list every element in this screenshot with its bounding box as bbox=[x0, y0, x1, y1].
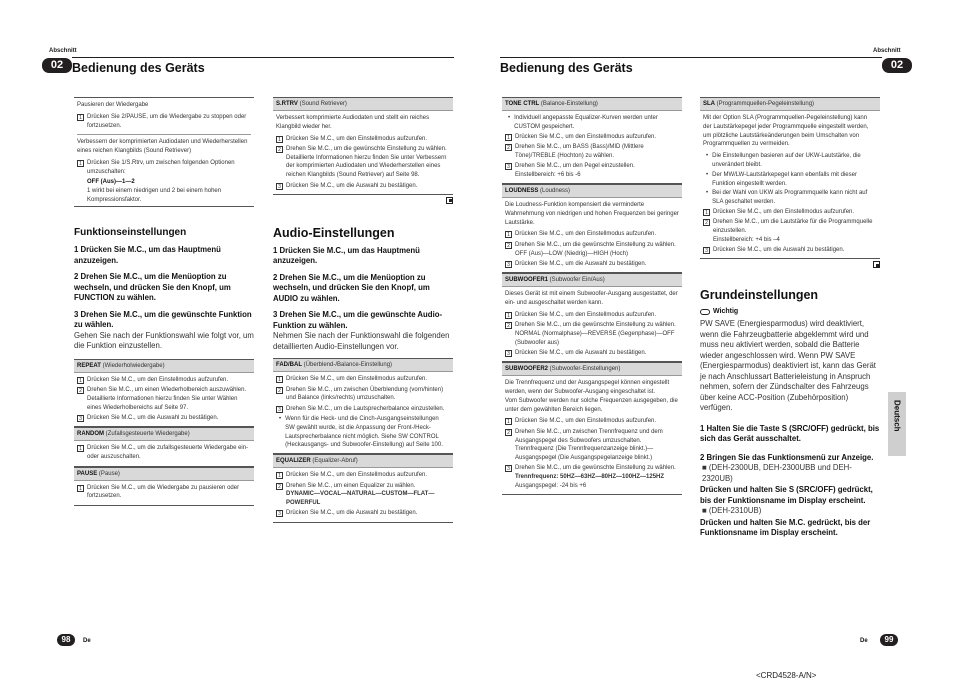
pause-header: PAUSE (Pause) bbox=[74, 468, 254, 481]
step-item: 3 Drücken Sie M.C., um die Auswahl zu bestätigen. bbox=[276, 182, 450, 191]
step-item: 2 Drehen Sie M.C., um BASS (Bass)/MID (Mittlere Töne)/TREBLE (Hochton) zu wählen. bbox=[505, 143, 679, 161]
bullet-item: • Der MW/LW-Lautstärkepegel kann ebenfalls mit dieser Funktion eingestellt werden. bbox=[703, 171, 877, 189]
pause-box bbox=[74, 467, 254, 506]
bullet-item: • Bei der Wahl von UKW als Programmquelle kann nicht auf SLA geschaltet werden. bbox=[703, 189, 877, 207]
footer-language-left: De bbox=[83, 638, 91, 644]
step-item: 2 Drehen Sie M.C., um die gewünschte Einstellung zu wählen. Detaillierte Informationen hierzu finden Sie unter Verbessern der komprimierten Audiodaten und Wiederherstellen eines reichen Klangbilds (Sound Retriever) auf Seite 98. bbox=[276, 145, 450, 180]
step-item: 2 Drehen Sie M.C., um zwischen Trennfrequenz und dem Ausgangspegel des Subwoofers umzuschalten. Trennfrequenz (Die Trennfrequenzanzeige blinkt.)—Ausgangspegel (Die Ausgangspegelanzeige blinkt.) bbox=[505, 428, 679, 463]
page-number-right: 99 bbox=[880, 634, 898, 646]
step-item: 1 Drücken Sie M.C., um die zufallsgesteuerte Wiedergabe ein- oder auszuschalten. bbox=[77, 444, 251, 462]
step-item: 2 Drehen Sie M.C., um die gewünschte Einstellung zu wählen. NORMAL (Normalphase)—REVERSE (Gegenphase)—OFF (Subwoofer aus) bbox=[505, 321, 679, 347]
subwoofer2-intro-2: Vom Subwoofer werden nur solche Frequenzen ausgegeben, die unter dem gewählten Bereich liegen. bbox=[505, 397, 678, 413]
step-item: 1 Drücken Sie 2/PAUSE, um die Wiedergabe zu stoppen oder fortzusetzen. bbox=[77, 113, 251, 131]
section-label-right: Abschnitt bbox=[873, 48, 901, 54]
column-2 bbox=[273, 97, 453, 523]
step-item: 1 Drücken Sie M.C., um den Einstellmodus aufzurufen. bbox=[505, 417, 679, 426]
loudness-box bbox=[502, 184, 682, 273]
equalizer-box bbox=[273, 454, 453, 522]
instruction-step-3-body: Nehmen Sie nach der Funktionswahl die folgenden detaillierten Audio-Einstellungen vor. bbox=[273, 331, 450, 351]
instruction-step-2: 2 Bringen Sie das Funktionsmenü zur Anzeige. bbox=[700, 452, 874, 462]
step-item: 1 Drücken Sie 1/S.Rtrv, um zwischen folgenden Optionen umzuschalten: bbox=[77, 159, 251, 177]
bullet-item: • Wenn für die Heck- und die Cinch-Ausgangseinstellungen SW gewählt wurde, ist die Anpassung der Front-/Heck-Lautsprecherbalance nicht möglich. Siehe SW CONTROL (Heckausgangs- und Subwoofer-Einstellung) auf Seite 100. bbox=[276, 415, 450, 450]
column-4 bbox=[700, 97, 880, 539]
tone-box bbox=[502, 97, 682, 184]
instruction-step-1: 1 Drücken Sie M.C., um das Hauptmenü anzuzeigen. bbox=[273, 245, 420, 266]
step-item: 1 Drücken Sie M.C., um den Einstellmodus aufzurufen. bbox=[276, 471, 450, 480]
model-2-instruction: Drücken und halten Sie M.C. gedrückt, bis der Funktionsname im Display erscheint. bbox=[700, 517, 871, 538]
step-item: 3 Drücken Sie M.C., um die Auswahl zu bestätigen. bbox=[276, 509, 450, 518]
chapter-badge-right: 02 bbox=[882, 58, 912, 73]
tone-header: TONE CTRL (Balance-Einstellung) bbox=[502, 98, 682, 111]
model-1: ■ (DEH-2300UB, DEH-2300UBB und DEH-2320UB) bbox=[702, 463, 852, 483]
random-box bbox=[74, 427, 254, 466]
sla-box bbox=[700, 97, 880, 259]
heading-audio: Audio-Einstellungen bbox=[273, 225, 395, 240]
srtrv-intro: Verbessert komprimierte Audiodaten und stellt ein reiches Klangbild wieder her. bbox=[276, 115, 430, 130]
subwoofer1-intro: Dieses Gerät ist mit einem Subwoofer-Ausgang ausgestattet, der ein- und ausgeschaltet werden kann. bbox=[505, 291, 678, 306]
loudness-intro: Die Loudness-Funktion kompensiert die verminderte Wahrnehmung von niedrigen und hohen Frequenzen bei geringer Lautstärke. bbox=[505, 202, 679, 226]
random-header: RANDOM (Zufallsgesteuerte Wiedergabe) bbox=[74, 428, 254, 441]
subwoofer1-header: SUBWOOFER1 (Subwoofer Ein/Aus) bbox=[502, 274, 682, 287]
important-body: PW SAVE (Energiesparmodus) wird deaktiviert, wenn die Fahrzeugbatterie abgeklemmt wird und muss neu aktiviert werden, sobald die Batterie wieder angeschlossen wird. Wenn PW SAVE (Energiesparmodus) deaktiviert ist, kann das Gerät je nach Anschlussart Batterieleistung in Anspruch nehmen, sofern der Zündschalter des Fahrzeugs über keine ACC-Position (Zubehörposition) verfügen. bbox=[700, 319, 876, 413]
model-1-instruction: Drücken und halten Sie S (SRC/OFF) gedrückt, bis der Funktionsname im Display erscheint. bbox=[700, 485, 873, 505]
instruction-step-3: 3 Drehen Sie M.C., um die gewünschte Audio-Funktion zu wählen. bbox=[273, 310, 443, 330]
pause-intro: Pausieren der Wiedergabe bbox=[77, 102, 149, 108]
heading-grund: Grundeinstellungen bbox=[700, 288, 819, 303]
instruction-step-3: 3 Drehen Sie M.C., um die gewünschte Funktion zu wählen. bbox=[74, 309, 252, 330]
bullet-item: • Die Einstellungen basieren auf der UKW-Lautstärke, die unverändert bleibt. bbox=[703, 152, 877, 170]
column-1 bbox=[74, 97, 254, 506]
srtv-options: OFF (Aus)—1—2 bbox=[87, 179, 135, 186]
page-title-right: Bedienung des Geräts bbox=[500, 57, 882, 75]
bullet-item: • Individuell angepasste Equalizer-Kurven werden unter CUSTOM gespeichert. bbox=[505, 114, 679, 132]
language-label: Deutsch bbox=[892, 400, 902, 432]
step-item: 1 Drücken Sie M.C., um die Wiedergabe zu pausieren oder fortzusetzen. bbox=[77, 484, 251, 502]
column-3 bbox=[502, 97, 682, 495]
step-item: 1 Drücken Sie M.C., um den Einstellmodus aufzurufen. bbox=[703, 208, 877, 217]
chapter-badge-left: 02 bbox=[42, 58, 72, 73]
step-item: 3 Drehen Sie M.C., um den Pegel einzustellen. Einstellbereich: +6 bis -6 bbox=[505, 162, 679, 180]
fadbal-header: FAD/BAL (Überblend-/Balance-Einstellung) bbox=[273, 359, 453, 372]
step-item: 2 Drehen Sie M.C., um zwischen Überblendung (vorn/hinten) und Balance (links/rechts) umzuschalten. bbox=[276, 386, 450, 404]
step-item: 3 Drücken Sie M.C., um die Auswahl zu bestätigen. bbox=[703, 246, 877, 255]
footer-language-right: De bbox=[860, 638, 868, 644]
repeat-box bbox=[74, 359, 254, 427]
heading-funktion: Funktionseinstellungen bbox=[74, 227, 187, 239]
step-item: 3 Drehen Sie M.C., um die gewünschte Einstellung zu wählen. Trennfrequenz: 50HZ—63HZ—80HZ—100HZ—125HZ Ausgangspegel: -24 bis +6 bbox=[505, 464, 679, 490]
fadbal-box bbox=[273, 358, 453, 454]
end-mark-icon bbox=[873, 261, 880, 268]
step-item: 1 Drücken Sie M.C., um den Einstellmodus aufzurufen. bbox=[276, 135, 450, 144]
step-item: 2 Drehen Sie M.C., um die Lautstärke für die Programmquelle einzustellen. Einstellbereich: +4 bis –4 bbox=[703, 218, 877, 244]
step-item: 2 Drehen Sie M.C., um die gewünschte Einstellung zu wählen. OFF (Aus)—LOW (Niedrig)—HIGH (Hoch) bbox=[505, 241, 679, 259]
important-label: Wichtig bbox=[700, 308, 880, 317]
pause-info-box bbox=[74, 97, 254, 207]
srtrv-header: S.RTRV (Sound Retriever) bbox=[273, 98, 453, 111]
instruction-step-3-body: Gehen Sie nach der Funktionswahl wie folgt vor, um die Funktion einzustellen. bbox=[74, 330, 254, 351]
page-number-left: 98 bbox=[57, 634, 75, 646]
document-code: <CRD4528-A/N> bbox=[756, 671, 817, 680]
step-item: 1 Drücken Sie M.C., um den Einstellmodus aufzurufen. bbox=[77, 376, 251, 385]
language-side-tab bbox=[888, 392, 906, 456]
step-item: 3 Drücken Sie M.C., um die Auswahl zu bestätigen. bbox=[505, 260, 679, 269]
srtv-note: 1 wirkt bei einem niedrigen und 2 bei einem hohen Kompressionsfaktor. bbox=[87, 187, 222, 203]
instruction-step-1: 1 Drücken Sie M.C., um das Hauptmenü anzuzeigen. bbox=[74, 245, 221, 265]
important-icon bbox=[700, 309, 710, 315]
step-item: 2 Drehen Sie M.C., um einen Equalizer zu wählen. DYNAMIC—VOCAL—NATURAL—CUSTOM—FLAT—POWERFUL bbox=[276, 482, 450, 508]
srtv-intro: Verbessern der komprimierten Audiodaten und Wiederherstellen eines reichen Klangbilds (Sound Retriever) bbox=[77, 134, 251, 156]
step-item: 3 Drücken Sie M.C., um die Auswahl zu bestätigen. bbox=[77, 414, 251, 423]
step-item: 1 Drücken Sie M.C., um den Einstellmodus aufzurufen. bbox=[505, 230, 679, 239]
step-item: 1 Drücken Sie M.C., um den Einstellmodus aufzurufen. bbox=[505, 311, 679, 320]
sla-header: SLA (Programmquellen-Pegeleinstellung) bbox=[700, 98, 880, 111]
equalizer-header: EQUALIZER (Equalizer-Abruf) bbox=[273, 455, 453, 468]
section-label-left: Abschnitt bbox=[49, 48, 77, 54]
step-item: 1 Drücken Sie M.C., um den Einstellmodus aufzurufen. bbox=[505, 133, 679, 142]
srtrv-box bbox=[273, 97, 453, 195]
step-item: 2 Drehen Sie M.C., um einen Wiederholbereich auszuwählen. Detaillierte Informationen hierzu finden Sie unter Wählen eines Wiederholbereichs auf Seite 97. bbox=[77, 386, 251, 412]
subwoofer1-box bbox=[502, 273, 682, 362]
end-mark-icon bbox=[446, 197, 453, 204]
sla-intro: Mit der Option SLA (Programmquellen-Pegeleinstellung) kann der Lautstärkepegel jeder Programmquelle eingestellt werden, um plötzliche Lautstärkeänderungen beim Umschalten von Programmquellen zu vermeiden. bbox=[703, 115, 869, 148]
instruction-step-1: 1 Halten Sie die Taste S (SRC/OFF) gedrückt, bis sich das Gerät ausschaltet. bbox=[700, 423, 880, 444]
subwoofer2-header: SUBWOOFER2 (Subwoofer-Einstellungen) bbox=[502, 363, 682, 376]
step-item: 1 Drücken Sie M.C., um den Einstellmodus aufzurufen. bbox=[276, 375, 450, 384]
step-item: 3 Drehen Sie M.C., um die Lautsprecherbalance einzustellen. bbox=[276, 405, 450, 414]
repeat-header: REPEAT (Wiederholwiedergabe) bbox=[74, 360, 254, 373]
subwoofer2-intro: Die Trennfrequenz und der Ausgangspegel können eingestellt werden, wenn der Subwoofer-Ausgang eingeschaltet ist. bbox=[505, 380, 670, 396]
page-title-left: Bedienung des Geräts bbox=[72, 57, 454, 75]
step-item: 3 Drücken Sie M.C., um die Auswahl zu bestätigen. bbox=[505, 349, 679, 358]
instruction-step-2: 2 Drehen Sie M.C., um die Menüoption zu wechseln, und drücken Sie den Knopf, um FUNCTION zu wählen. bbox=[74, 272, 231, 303]
loudness-header: LOUDNESS (Loudness) bbox=[502, 185, 682, 198]
instruction-step-2: 2 Drehen Sie M.C., um die Menüoption zu wechseln, und drücken Sie den Knopf, um AUDIO zu wählen. bbox=[273, 272, 430, 303]
model-2: ■ (DEH-2310UB) bbox=[702, 506, 762, 516]
subwoofer2-box bbox=[502, 362, 682, 495]
